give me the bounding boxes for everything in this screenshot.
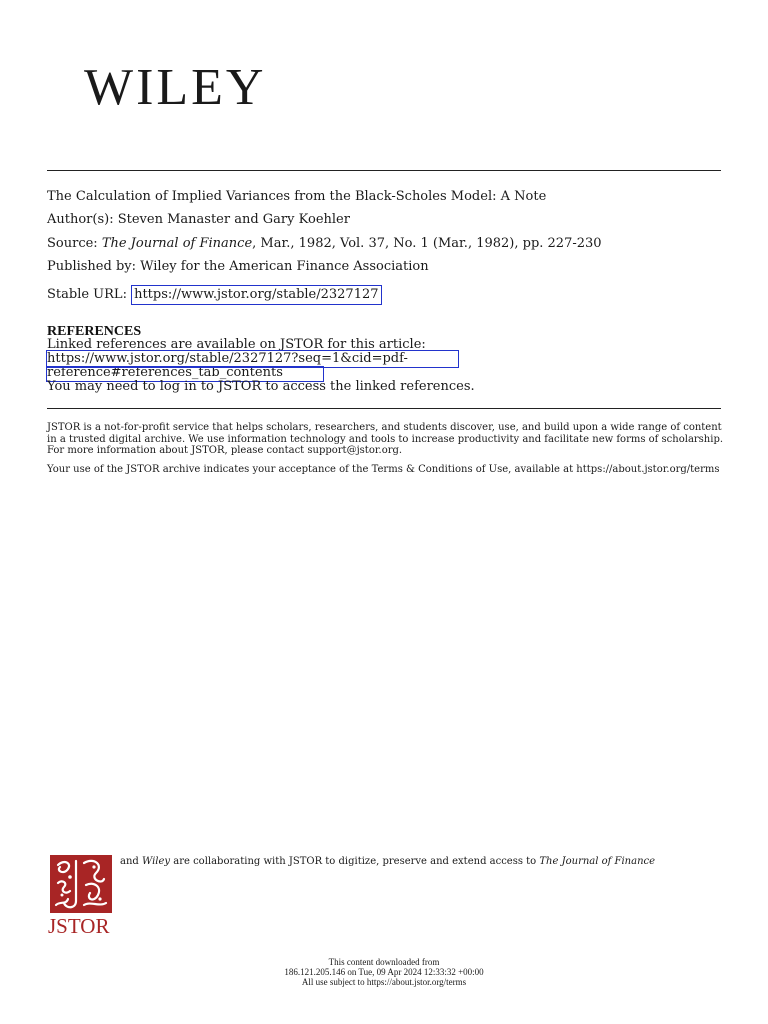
footer-line-1: This content downloaded from: [328, 957, 440, 967]
publisher-label: Published by:: [47, 259, 141, 274]
source-label: Source:: [47, 236, 102, 251]
references-intro: Linked references are available on JSTOR for this article:: [47, 337, 426, 352]
source-journal: The Journal of Finance: [101, 236, 253, 251]
download-footer: [0, 957, 768, 987]
terms-text: Your use of the JSTOR archive indicates your acceptance of the Terms & Conditions of Use, available at https://about.jstor.org/terms: [47, 464, 720, 475]
source-details: , Mar., 1982, Vol. 37, No. 1 (Mar., 1982), pp. 227-230: [252, 236, 602, 251]
top-divider: [47, 170, 721, 171]
collab-mid: are collaborating with JSTOR to digitize, preserve and extend access to: [170, 856, 540, 867]
collab-journal: The Journal of Finance: [539, 856, 656, 867]
references-link-line-1: https://www.jstor.org/stable/2327127?seq=1&cid=pdf-: [47, 351, 408, 366]
publisher-line: [47, 259, 429, 275]
article-title: The Calculation of Implied Variances from the Black-Scholes Model: A Note: [47, 189, 547, 204]
source-line: [47, 236, 602, 252]
footer-line-2: 186.121.205.146 on Tue, 09 Apr 2024 12:33:32 +00:00: [284, 967, 484, 977]
publisher-value: Wiley for the American Finance Association: [140, 259, 429, 274]
jstor-about-text: JSTOR is a not-for-profit service that helps scholars, researchers, and students discover, use, and build upon a wide range of content in a trusted digital archive. We use information technology and tools to increase productivity and facilitate new forms of scholarship. For more information about JSTOR, please contact support@jstor.org.: [47, 422, 724, 456]
references-link-line-2: reference#references_tab_contents: [47, 365, 283, 380]
collaboration-text: [120, 856, 720, 868]
stable-url-link[interactable]: https://www.jstor.org/stable/2327127: [131, 285, 381, 305]
wiley-logo: WILEY: [84, 59, 267, 116]
references-note: You may need to log in to JSTOR to access the linked references.: [47, 379, 475, 394]
authors-label: Author(s):: [47, 212, 118, 227]
collab-pre: and: [120, 856, 142, 867]
authors-line: [47, 212, 350, 228]
references-heading: REFERENCES: [47, 324, 142, 339]
authors-value: Steven Manaster and Gary Koehler: [117, 212, 350, 227]
jstor-logo-word: JSTOR: [48, 914, 110, 938]
footer-line-3: All use subject to https://about.jstor.org/terms: [301, 977, 467, 987]
middle-divider: [47, 408, 721, 409]
collab-publisher: Wiley: [141, 856, 171, 867]
stable-url-label: Stable URL:: [47, 287, 132, 302]
jstor-logo-mark: [50, 855, 112, 913]
stable-url-line: [47, 287, 382, 303]
